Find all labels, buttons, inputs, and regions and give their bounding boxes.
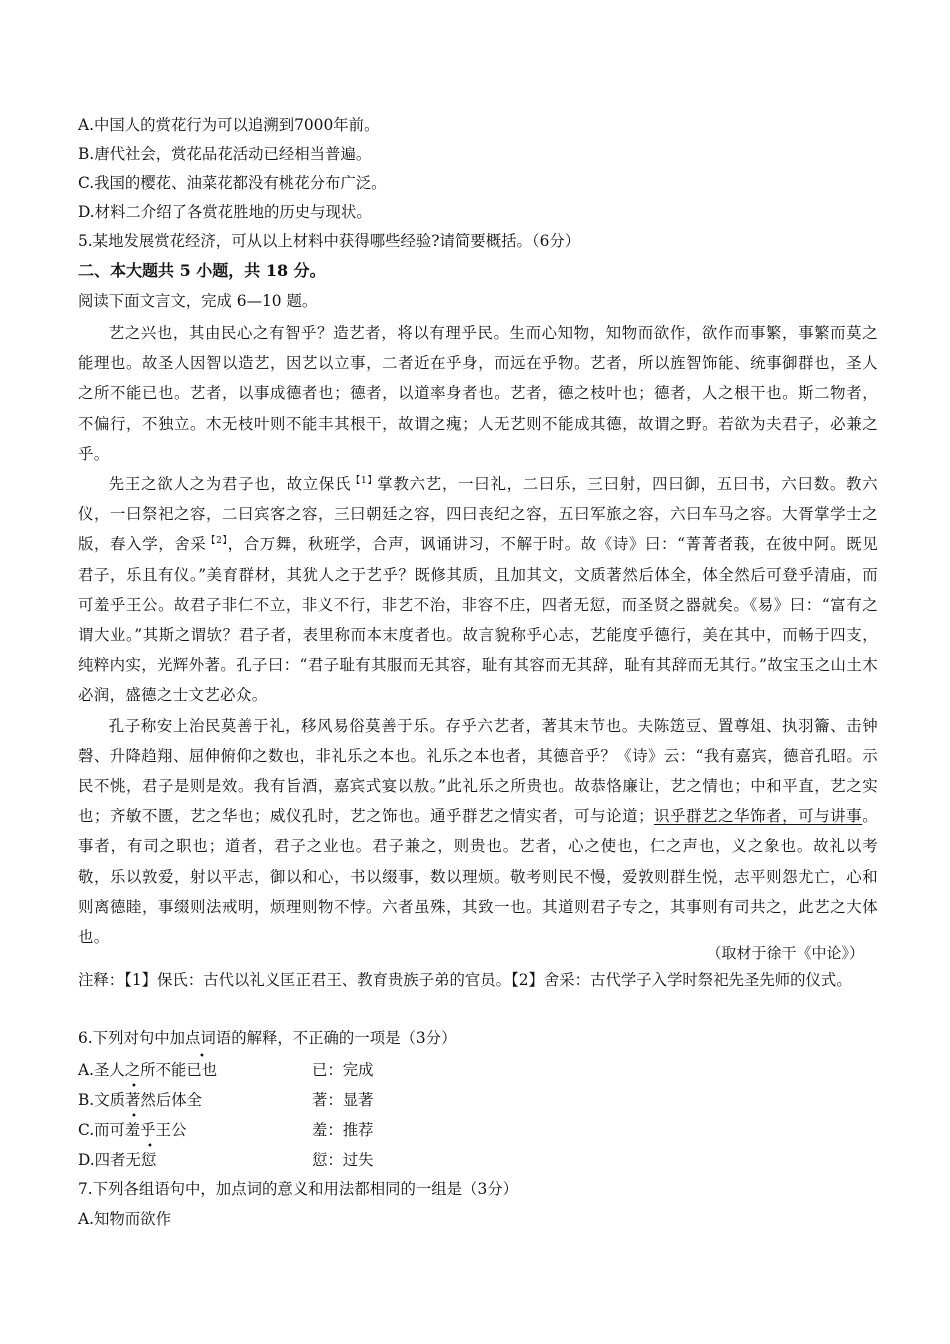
q6-gloss-b: 著：显著 (312, 1091, 374, 1109)
passage-p2-part-a: 先王之欲人之为君子也，故立保氏 (108, 475, 352, 494)
q6-option-b: B.文质著然后体全 (78, 1091, 202, 1109)
option-4a: A.中国人的赏花行为可以追溯到7000年前。 (78, 116, 380, 134)
passage-paragraph-2 (78, 469, 878, 711)
annotations: 注释：【1】保氏：古代以礼义匡正君王、教育贵族子弟的官员。【2】舍采：古代学子入学时祭祀先圣先师的仪式。 (78, 971, 852, 989)
passage-p3-part-a: 孔子称安上治民莫善于礼，移风易俗莫善于乐。存乎六艺者，著其末节也。夫陈笾豆、置尊俎、执羽籥、击钟磬、升降趋翔、屈伸俯仰之数也，非礼乐之本也。礼乐之本也者，其德音乎？《诗》云：“我有嘉宾，德音孔昭。示民不恌，君子是则是效。我有旨酒，嘉宾式宴以敖。”此礼乐之所贵也。故恭恪廉让，艺之情也；中和平直，艺之实也；齐敏不匮，艺之华也；威仪孔时，艺之饰也。通乎群艺之情实者，可与论道； (78, 716, 878, 826)
emphasis-dot-qian: • (147, 1141, 153, 1152)
question-7-stem: 7.下列各组语句中，加点词的意义和用法都相同的一组是（3分） (78, 1180, 519, 1198)
underlined-sentence: 识乎群艺之华饰者，可与讲事 (653, 807, 863, 826)
q6-option-c: C.而可羞乎王公 (78, 1121, 187, 1139)
q6-gloss-c: 羞：推荐 (312, 1121, 374, 1139)
passage-p3-part-b: 。事者，有司之职也；道者，君子之业也。君子兼之，则贵也。艺者，心之使也，仁之声也，义之象也。故礼以考敬，乐以敦爱，射以平志，御以和心，书以缀事，数以理烦。敬考则民不慢，爱敦则群生悦，志平则怨尤亡，心和则离德睦，事缀则法戒明，烦理则物不悖。六者虽殊，其致一也。其道则君子专之，其事则有司共之，此艺之大体也。 (78, 807, 878, 947)
question-5: 5.某地发展赏花经济，可从以上材料中获得哪些经验?请简要概括。（6分） (78, 232, 581, 250)
option-4c: C.我国的樱花、油菜花都没有桃花分布广泛。 (78, 174, 387, 192)
classical-passage (78, 318, 878, 952)
q6-option-d: D.四者无愆 (78, 1151, 157, 1169)
q6-gloss-a: 已：完成 (312, 1061, 374, 1079)
footnote-1-marker: 【1】 (351, 475, 378, 486)
passage-paragraph-1: 艺之兴也，其由民心之有智乎？造艺者，将以有理乎民。生而心知物，知物而欲作，欲作而事繁，事繁而莫之能理也。故圣人因智以造艺，因艺以立事，二者近在乎身，而远在乎物。艺者，所以旌智饰能、统事御群也，圣人之所不能已也。艺者，以事成德者也；德者，以道率身者也。艺者，德之枝叶也；德者，人之根干也。斯二物者，不偏行，不独立。木无枝叶则不能丰其根干，故谓之瘣；人无艺则不能成其德，故谓之野。若欲为夫君子，必兼之乎。 (78, 324, 878, 463)
option-4b: B.唐代社会，赏花品花活动已经相当普遍。 (78, 145, 372, 163)
option-4d: D.材料二介绍了各赏花胜地的历史与现状。 (78, 203, 372, 221)
q7-option-a: A.知物而欲作 (78, 1210, 171, 1228)
q6-option-a: A.圣人之所不能已也 (78, 1061, 218, 1079)
passage-p2-part-c: ，合万舞，秋班学，合声，讽诵讲习，不解于时。故《诗》曰：“菁菁者莪，在彼中阿。既见君子，乐且有仪。”美育群材，其犹人之于艺乎？既修其质，且加其文，文质著然后体全，体全然后可登乎清庙，而可羞乎王公。故君子非仁不立，非义不行，非艺不治，非容不庄，四者无愆，而圣贤之器就矣。《易》曰：“富有之谓大业。”其斯之谓欤？君子者，表里称而本末度者也。故言貌称乎心志，艺能度乎德行，美在其中，而畅于四支，纯粹内实，光辉外著。孔子曰：“君子耻有其服而无其容，耻有其容而无其辞，耻有其辞而无其行。”故宝玉之山土木必润，盛德之士文艺必众。 (78, 535, 878, 705)
q6-gloss-d: 愆：过失 (312, 1151, 374, 1169)
footnote-2-marker: 【2】 (206, 536, 228, 547)
passage-p2-part-b: 掌教六艺，一曰礼，二曰乐，三曰射，四曰御，五曰书，六曰数。教六仪，一曰祭祀之容，二曰宾客之容，三曰朝廷之容，四曰丧纪之容，五曰军旅之容，六曰车马之容。大胥掌学士之版，春入学，舍采 (78, 475, 878, 554)
passage-paragraph-3 (78, 711, 878, 953)
section-2-instruction: 阅读下面文言文，完成 6—10 题。 (78, 292, 318, 310)
question-6-stem: 6.下列对句中加点词语的解释，不正确的一项是（3分） (78, 1029, 457, 1047)
emphasis-dot-zhu: • (131, 1081, 137, 1092)
passage-source: （取材于徐干《中论》） (706, 944, 864, 962)
section-2-heading: 二、本大题共 5 小题，共 18 分。 (78, 261, 326, 280)
emphasis-dot-xiu: • (131, 1111, 137, 1122)
emphasis-dot-yi: • (199, 1051, 205, 1062)
